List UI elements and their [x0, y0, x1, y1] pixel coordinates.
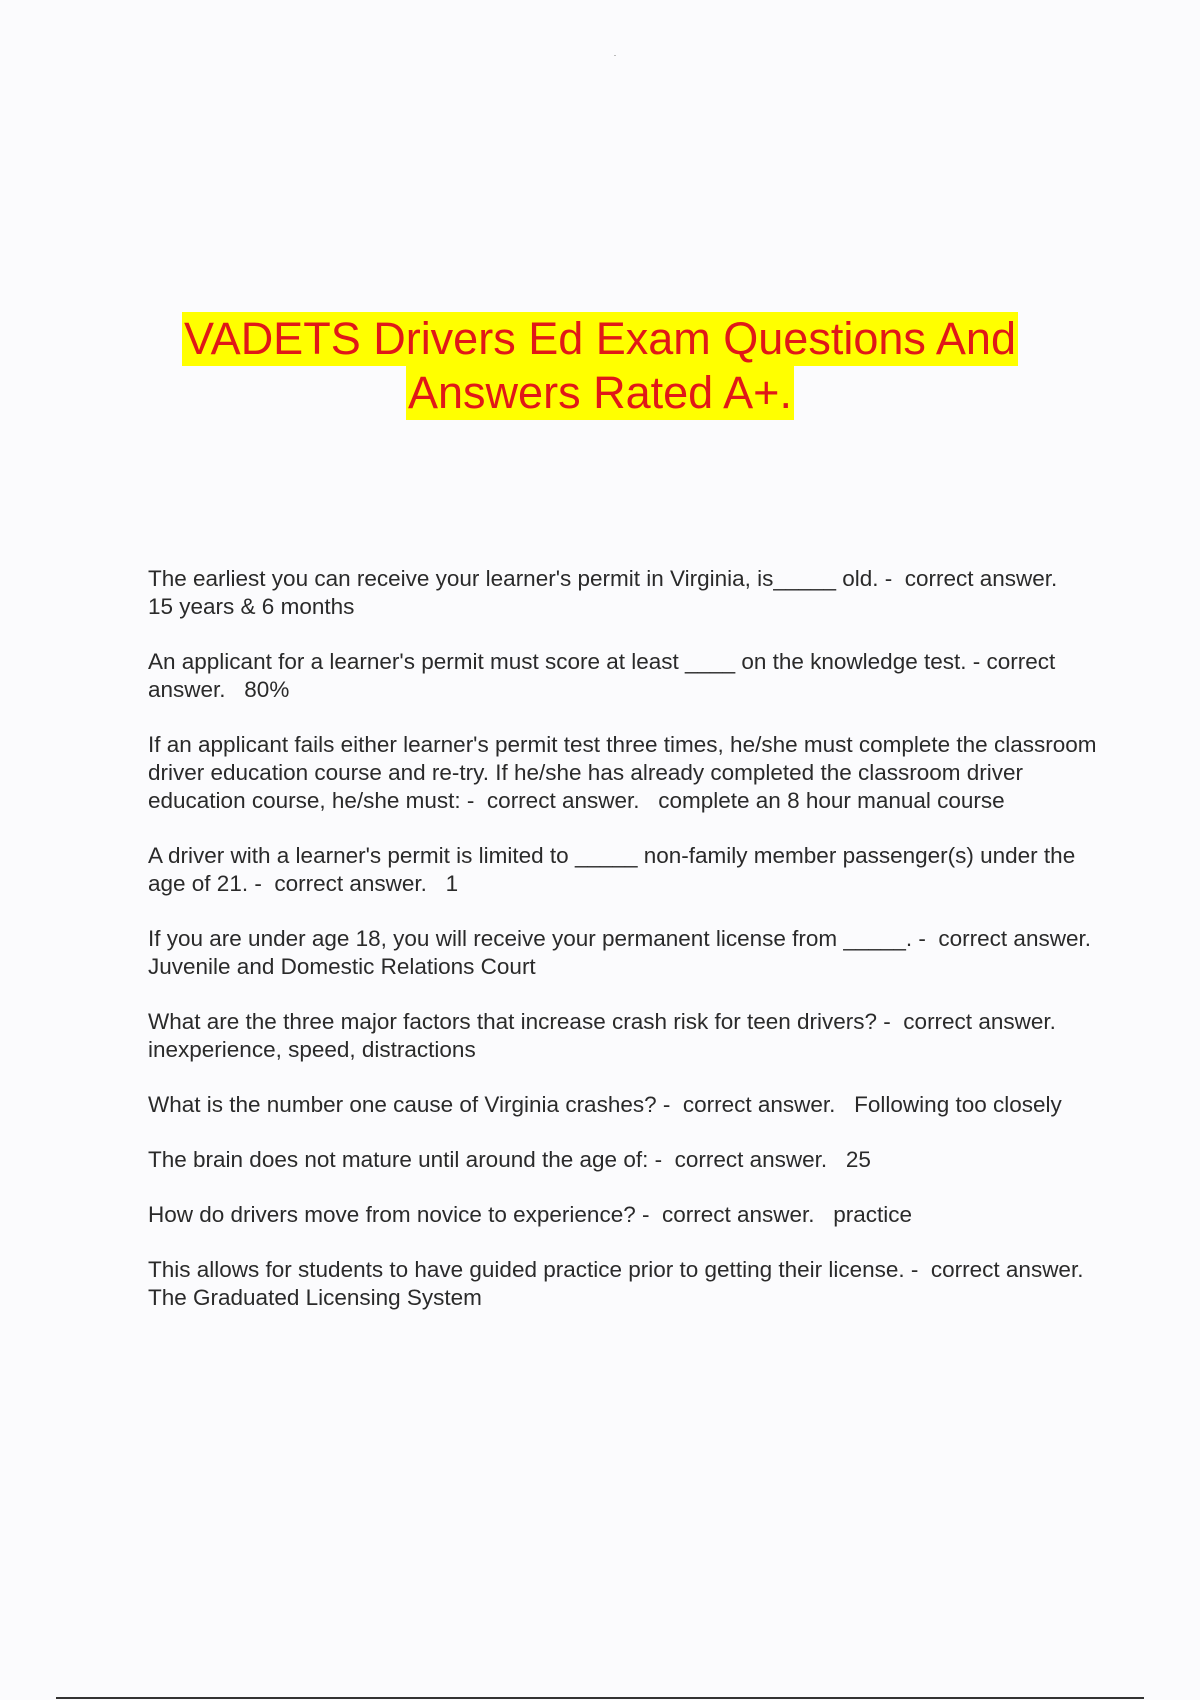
document-title	[0, 312, 1200, 420]
qa-item: How do drivers move from novice to experience? - correct answer. practice	[148, 1202, 913, 1227]
qa-list	[148, 565, 1110, 1339]
scan-speck	[614, 55, 616, 56]
qa-item: An applicant for a learner's permit must score at least ____ on the knowledge test. - correct answer. 80%	[148, 649, 1062, 702]
qa-item: This allows for students to have guided practice prior to getting their license. - correct answer. The Graduated Licensing System	[148, 1257, 1102, 1310]
qa-item: The brain does not mature until around the age of: - correct answer. 25	[148, 1147, 871, 1172]
qa-item: What is the number one cause of Virginia crashes? - correct answer. Following too closely	[148, 1092, 1062, 1117]
title-line-2: Answers Rated A+.	[408, 367, 792, 418]
qa-item: A driver with a learner's permit is limited to _____ non-family member passenger(s) under the age of 21. - correct answer. 1	[148, 843, 1082, 896]
qa-item: What are the three major factors that increase crash risk for teen drivers? - correct answer. inexperience, speed, distractions	[148, 1009, 1075, 1062]
title-line-1: VADETS Drivers Ed Exam Questions And	[184, 313, 1016, 364]
footer-divider	[56, 1697, 1144, 1699]
qa-item: If you are under age 18, you will receive your permanent license from _____. - correct answer. Juvenile and Domestic Relations Court	[148, 926, 1110, 979]
qa-item: The earliest you can receive your learner's permit in Virginia, is_____ old. - correct answer. 15 years & 6 months	[148, 566, 1077, 619]
qa-item: If an applicant fails either learner's permit test three times, he/she must complete the classroom driver education course and re-try. If he/she has already completed the classroom driver education course, he/she must: - correct answer. complete an 8 hour manual course	[148, 732, 1103, 813]
